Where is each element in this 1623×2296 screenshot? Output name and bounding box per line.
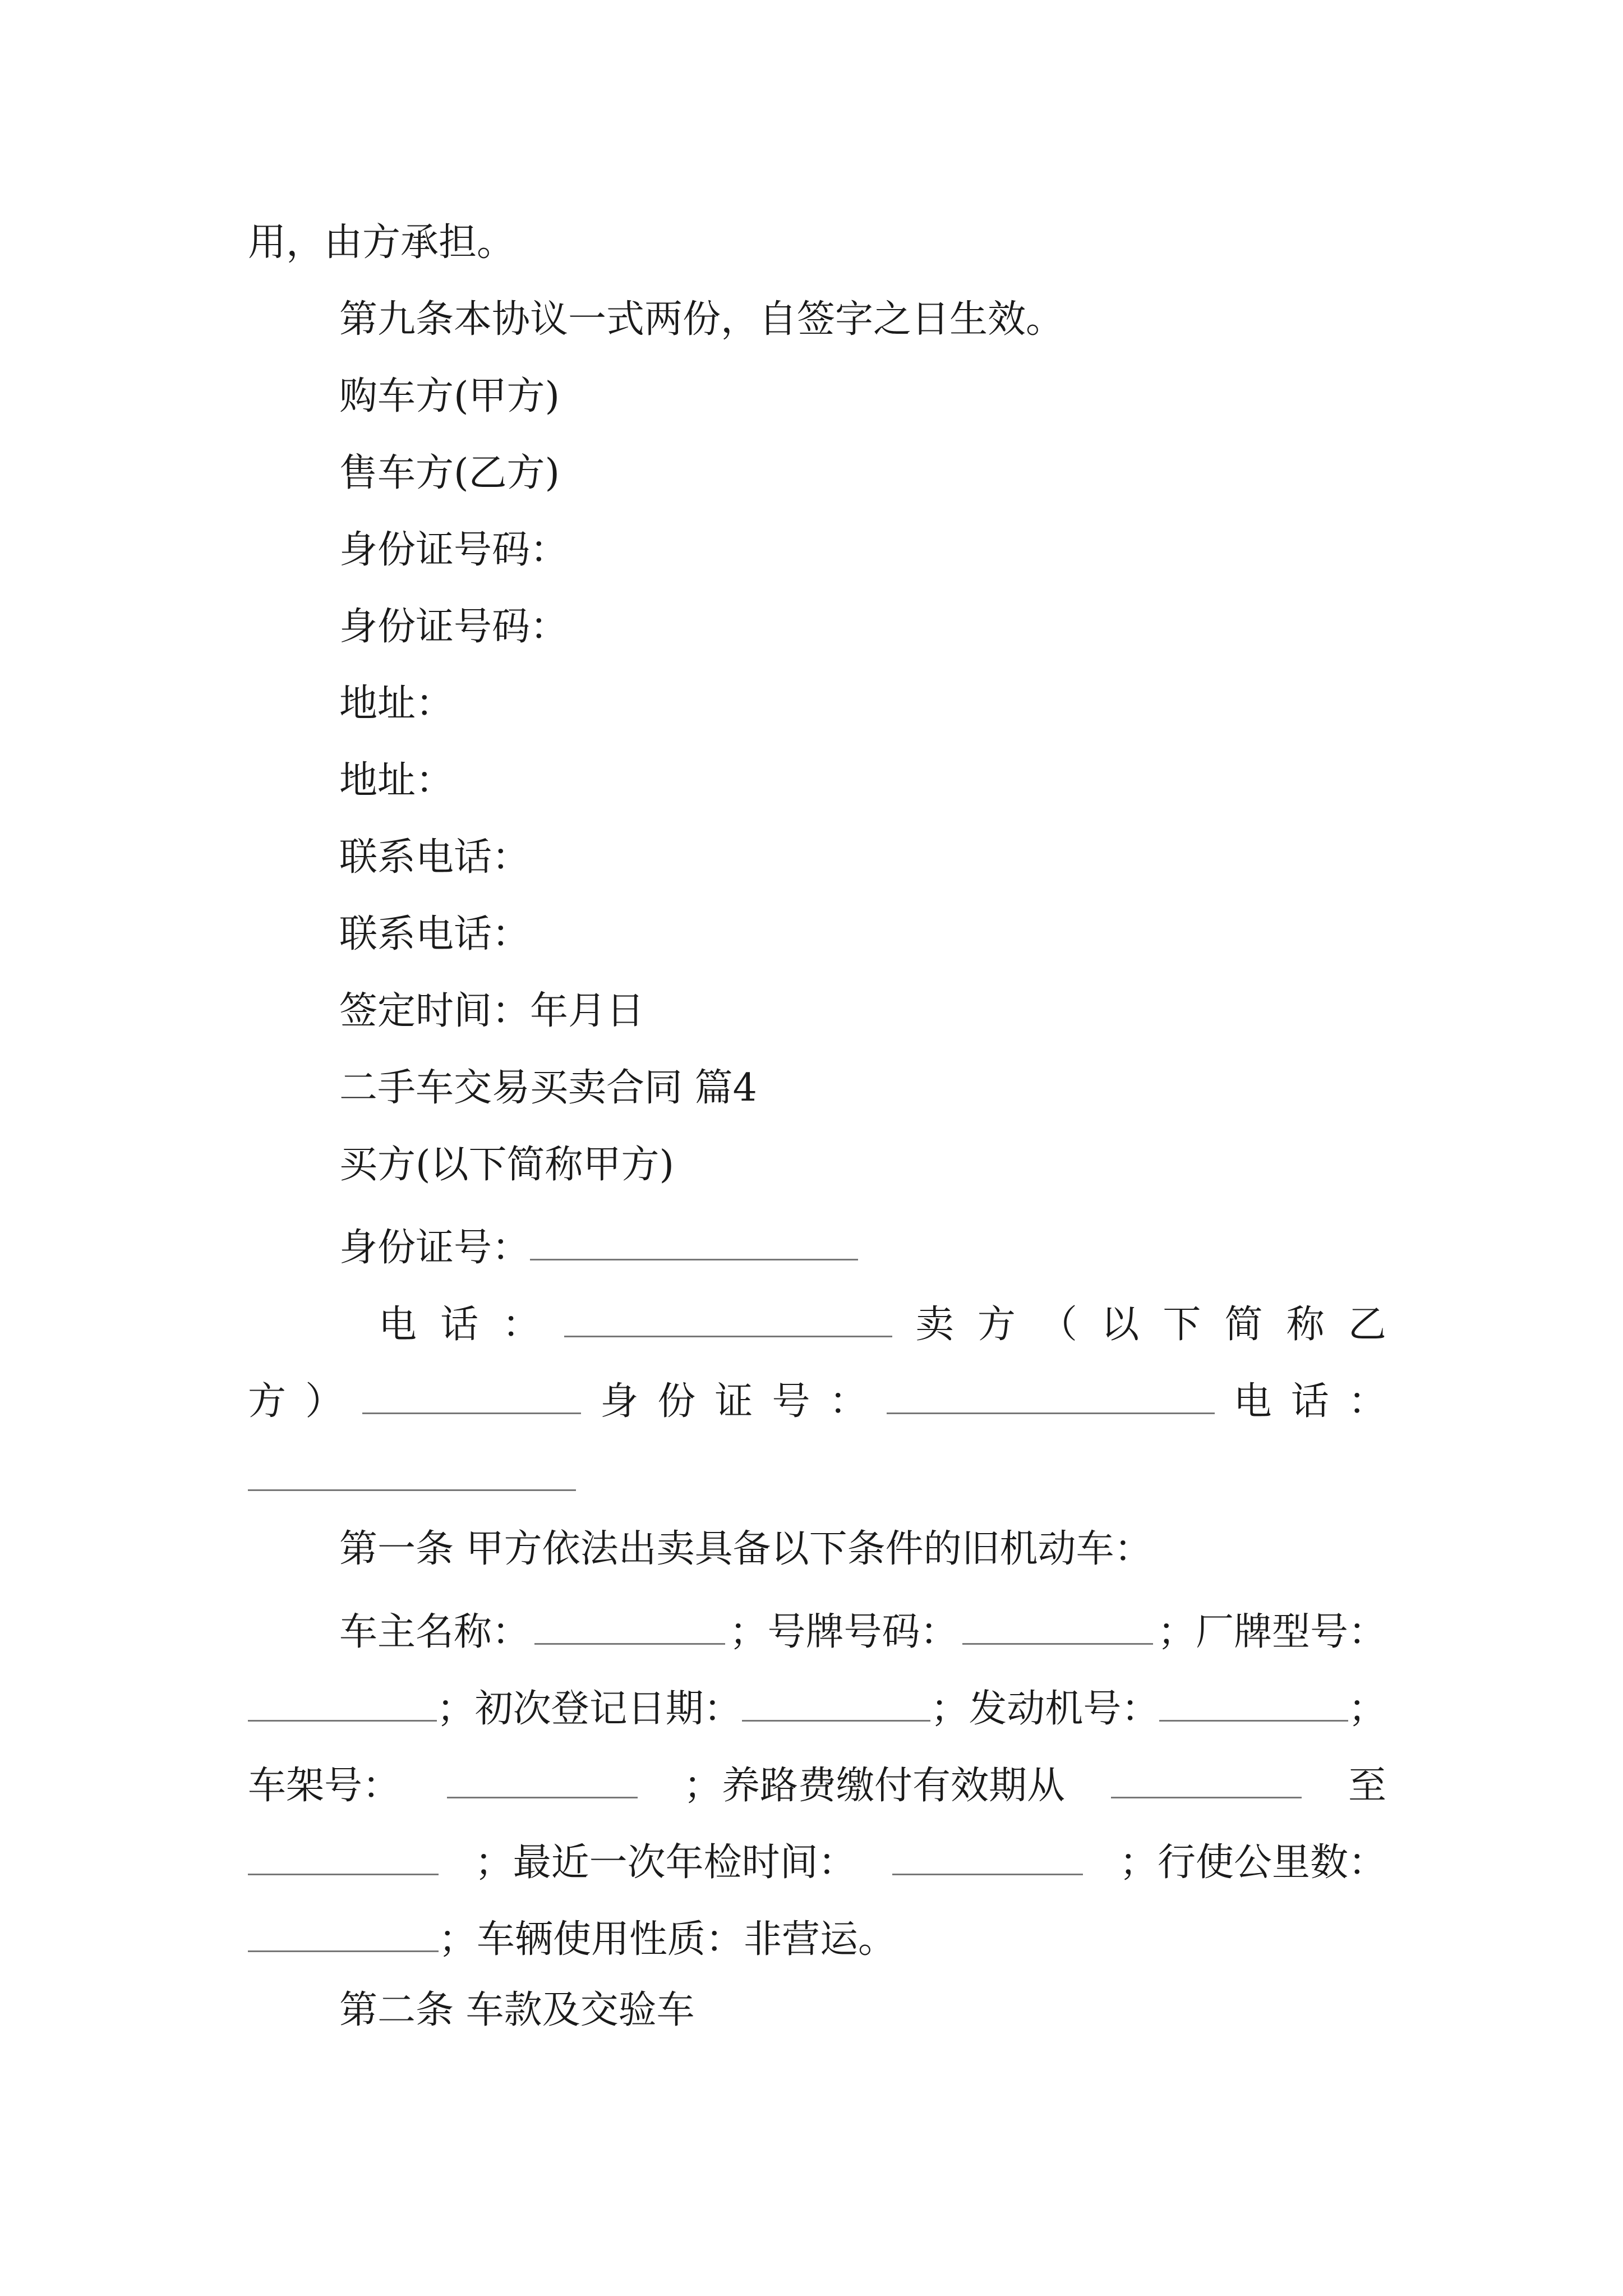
blank-field [742, 1669, 931, 1722]
blank-field [248, 1823, 439, 1875]
blank-field [887, 1362, 1215, 1414]
text-line: 联系电话： [339, 912, 531, 956]
blank-field [534, 1593, 725, 1645]
text-line: 买方(以下简称甲方) [339, 1143, 675, 1187]
blank-field [1159, 1669, 1348, 1722]
blank-field [248, 1669, 437, 1722]
text-line: 签定时间：年月日 [339, 989, 645, 1033]
blank-field [962, 1593, 1153, 1645]
id-number-line [339, 1208, 1623, 1276]
text-line: 售车方(乙方) [339, 451, 560, 495]
id-number-label: 身份证号： [339, 1226, 531, 1270]
blank-field [892, 1823, 1083, 1875]
text-line: 身份证号码： [339, 528, 569, 572]
blank-field [530, 1208, 858, 1260]
text-line: 用，由方承担。 [248, 220, 515, 265]
text-line: 联系电话： [339, 835, 531, 880]
vehicle-row-1: 车主名称： ；号牌号码： ；厂牌型号： [339, 1593, 1386, 1660]
vehicle-row-4: ；最近一次年检时间： ；行使公里数： [248, 1823, 1386, 1890]
vehicle-row-2: ；初次登记日期： ；发动机号： ； [248, 1669, 1386, 1737]
blank-line [248, 1439, 1623, 1506]
blank-field [564, 1285, 892, 1337]
blank-field [1111, 1746, 1302, 1798]
blank-field [362, 1362, 581, 1414]
text-line: 地址： [339, 682, 454, 726]
vehicle-row-5: ；车辆使用性质：非营运。 [248, 1900, 1623, 1967]
blank-field [248, 1900, 439, 1952]
blank-field [447, 1746, 638, 1798]
article-two-heading: 第二条 车款及交验车 [339, 1988, 695, 2032]
text-line: 地址： [339, 758, 454, 803]
text-line: 第九条本协议一式两份，自签字之日生效。 [339, 297, 1064, 342]
section-heading: 二手车交易买卖合同 篇4 [339, 1066, 757, 1110]
text-line: 身份证号码： [339, 605, 569, 649]
vehicle-row-3: 车架号： ；养路费缴付有效期从 至 [248, 1746, 1386, 1814]
contact-row-2: 方 ） 身 份 证 号 ： 电 话 ： [248, 1362, 1386, 1429]
contact-row-1: 电 话 ： 卖 方 （ 以 下 简 称 乙 [379, 1285, 1386, 1352]
article-one-heading: 第一条 甲方依法出卖具备以下条件的旧机动车： [339, 1527, 1152, 1571]
text-line: 购车方(甲方) [339, 374, 560, 418]
blank-field [248, 1439, 576, 1491]
